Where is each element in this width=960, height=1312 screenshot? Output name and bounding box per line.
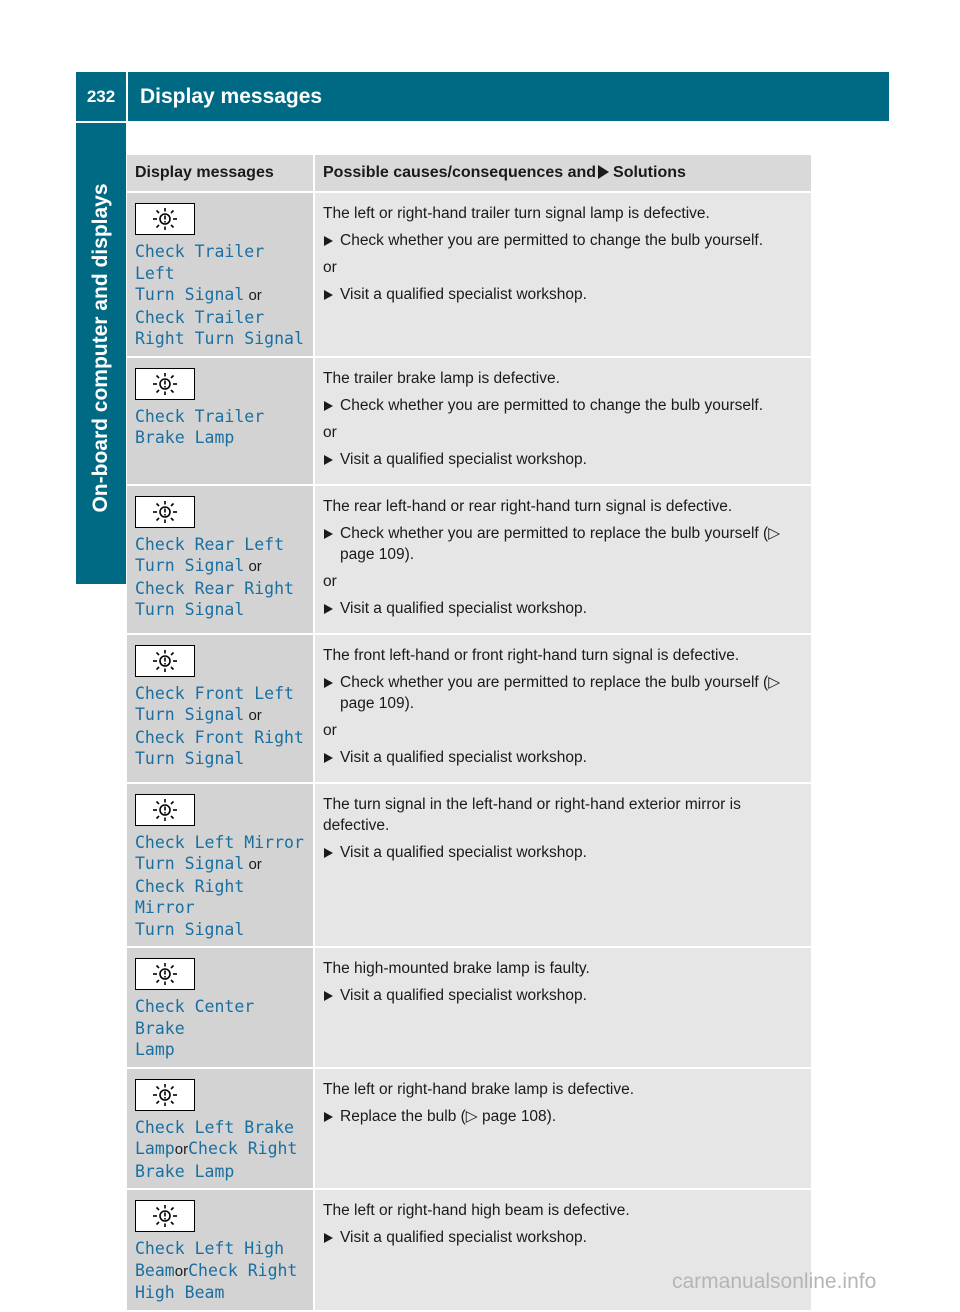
solution-cell [315, 1069, 811, 1191]
display-message-text: Turn Signal [135, 556, 245, 575]
display-message-cell [127, 193, 315, 358]
display-message-text: Check Left Mirror [135, 832, 304, 852]
bulb-warning-icon [135, 496, 195, 528]
bulb-warning-icon [135, 1200, 195, 1232]
solution-step: Visit a qualified specialist workshop. [323, 747, 803, 768]
side-tab-label: On-board computer and displays [89, 183, 112, 513]
solution-step: Replace the bulb (▷ page 108). [323, 1106, 803, 1127]
display-message-line [135, 1260, 305, 1283]
display-message-line [135, 241, 305, 284]
display-message-line [135, 1161, 305, 1183]
display-message-line [135, 534, 305, 556]
display-message-text: Check Left High [135, 1239, 285, 1258]
display-message-text: Beam [135, 1260, 175, 1280]
display-message-text: Right Turn Signal [135, 329, 304, 348]
solution-cell [315, 635, 811, 784]
or-connector: or [244, 558, 262, 575]
display-message-text: Check Left Brake [135, 1117, 294, 1137]
bulb-warning-icon [135, 645, 195, 677]
display-message-line [135, 832, 305, 854]
display-message-line [135, 599, 305, 621]
solution-step: Check whether you are permitted to change the bulb yourself. [323, 230, 803, 251]
solution-step: Visit a qualified specialist workshop. [323, 284, 803, 305]
header-causes-text: Possible causes/consequences and [323, 164, 597, 181]
display-message-text: Check Trailer [135, 406, 265, 426]
display-message-cell [127, 784, 315, 949]
display-message-text: Check Trailer Left [135, 242, 265, 283]
display-message-cell [127, 486, 315, 635]
display-message-text: Lamp [135, 1040, 175, 1059]
display-message-line [135, 853, 305, 876]
solution-step: Check whether you are permitted to change the bulb yourself. [323, 395, 803, 416]
table-header-row [127, 155, 811, 193]
cause-text: The high-mounted brake lamp is faulty. [323, 960, 590, 977]
bulb-warning-icon [135, 1079, 195, 1111]
display-message-text: Check Trailer [135, 307, 265, 327]
solution-step: Visit a qualified specialist workshop. [323, 1227, 803, 1248]
display-message-text: Turn Signal [135, 919, 245, 939]
solution-step: Visit a qualified specialist workshop. [323, 598, 803, 619]
display-message-line [135, 1238, 305, 1260]
display-message-text: Brake Lamp [135, 428, 235, 447]
watermark: carmanualsonline.info [672, 1270, 877, 1293]
display-message-text: Lamp [135, 1139, 175, 1158]
display-message-text: Turn Signal [135, 600, 245, 619]
solution-step: Visit a qualified specialist workshop. [323, 985, 803, 1006]
solution-cell [315, 486, 811, 635]
display-message-text: Turn Signal [135, 749, 245, 768]
cause-text: The left or right-hand brake lamp is defective. [323, 1080, 635, 1098]
table-row [127, 1069, 811, 1191]
display-message-line [135, 704, 305, 727]
display-message-text: Check Front Right [135, 727, 304, 747]
bulb-warning-icon [135, 203, 195, 235]
or-connector: or [244, 707, 262, 724]
display-message-line [135, 1039, 305, 1061]
display-message-text: Brake Lamp [135, 1161, 235, 1181]
solution-cell [315, 784, 811, 949]
display-message-cell [127, 948, 315, 1069]
display-message-text: Check Center Brake [135, 997, 255, 1038]
solution-step: Check whether you are permitted to replace the bulb yourself (▷ page 109). [323, 672, 803, 714]
display-message-line [135, 1138, 305, 1161]
solution-cell [315, 193, 811, 358]
solution-cell [315, 358, 811, 486]
display-message-text: Check Right [188, 1139, 298, 1158]
header-solutions-text: Solutions [613, 164, 686, 181]
cause-text: or [323, 423, 337, 441]
cause-text: or [323, 721, 337, 739]
display-message-line [135, 1282, 305, 1304]
display-message-text: Check Right [188, 1260, 298, 1280]
cause-text: The trailer brake lamp is defective. [323, 369, 560, 387]
display-message-line [135, 683, 305, 705]
column-header-solutions [315, 155, 811, 193]
display-message-text: Check Front Left [135, 683, 294, 703]
column-header-display-messages: Display messages [127, 155, 315, 193]
display-message-text: Turn Signal [135, 285, 245, 304]
cause-text: or [323, 259, 337, 276]
display-message-line [135, 919, 305, 941]
cause-text: The rear left-hand or rear right-hand turn signal is defective. [323, 497, 733, 515]
display-message-line [135, 748, 305, 770]
display-messages-table [127, 155, 811, 1312]
page-number: 232 [76, 72, 126, 121]
solution-step: Visit a qualified specialist workshop. [323, 449, 803, 470]
bulb-warning-icon [135, 958, 195, 990]
table-row [127, 486, 811, 635]
cause-text: The left or right-hand trailer turn signal lamp is defective. [323, 205, 710, 222]
display-message-line [135, 727, 305, 749]
display-message-text: Turn Signal [135, 854, 245, 873]
or-connector: or [174, 1141, 189, 1158]
display-message-text: Turn Signal [135, 705, 245, 724]
display-message-cell [127, 635, 315, 784]
display-message-text: Check Rear Left [135, 534, 285, 554]
display-message-cell [127, 358, 315, 486]
cause-text: The left or right-hand high beam is defective. [323, 1202, 630, 1219]
table-row [127, 784, 811, 949]
display-message-line [135, 555, 305, 578]
display-message-line [135, 876, 305, 919]
bulb-warning-icon [135, 368, 195, 400]
display-message-cell [127, 1190, 315, 1312]
or-connector: or [244, 856, 262, 873]
display-message-line [135, 307, 305, 329]
display-message-line [135, 427, 305, 449]
solution-cell [315, 948, 811, 1069]
arrow-right-icon [598, 165, 609, 179]
display-message-text: Check Right Mirror [135, 876, 245, 917]
cause-text: The turn signal in the left-hand or right-hand exterior mirror is defective. [323, 795, 741, 834]
display-message-line [135, 1117, 305, 1139]
bulb-warning-icon [135, 794, 195, 826]
display-message-line [135, 284, 305, 307]
table-row [127, 358, 811, 486]
page-title: Display messages [128, 72, 889, 121]
or-connector: or [174, 1262, 189, 1280]
solution-step: Check whether you are permitted to replace the bulb yourself (▷ page 109). [323, 523, 803, 565]
display-message-text: High Beam [135, 1283, 225, 1302]
table-row [127, 948, 811, 1069]
display-message-cell [127, 1069, 315, 1191]
or-connector: or [244, 287, 262, 304]
cause-text: The front left-hand or front right-hand turn signal is defective. [323, 646, 740, 664]
display-message-line [135, 996, 305, 1039]
table-row [127, 193, 811, 358]
cause-text: or [323, 572, 337, 590]
display-message-text: Check Rear Right [135, 578, 294, 598]
table-row [127, 635, 811, 784]
display-message-line [135, 406, 305, 428]
display-message-line [135, 578, 305, 600]
display-message-line [135, 328, 305, 350]
solution-step: Visit a qualified specialist workshop. [323, 842, 803, 863]
